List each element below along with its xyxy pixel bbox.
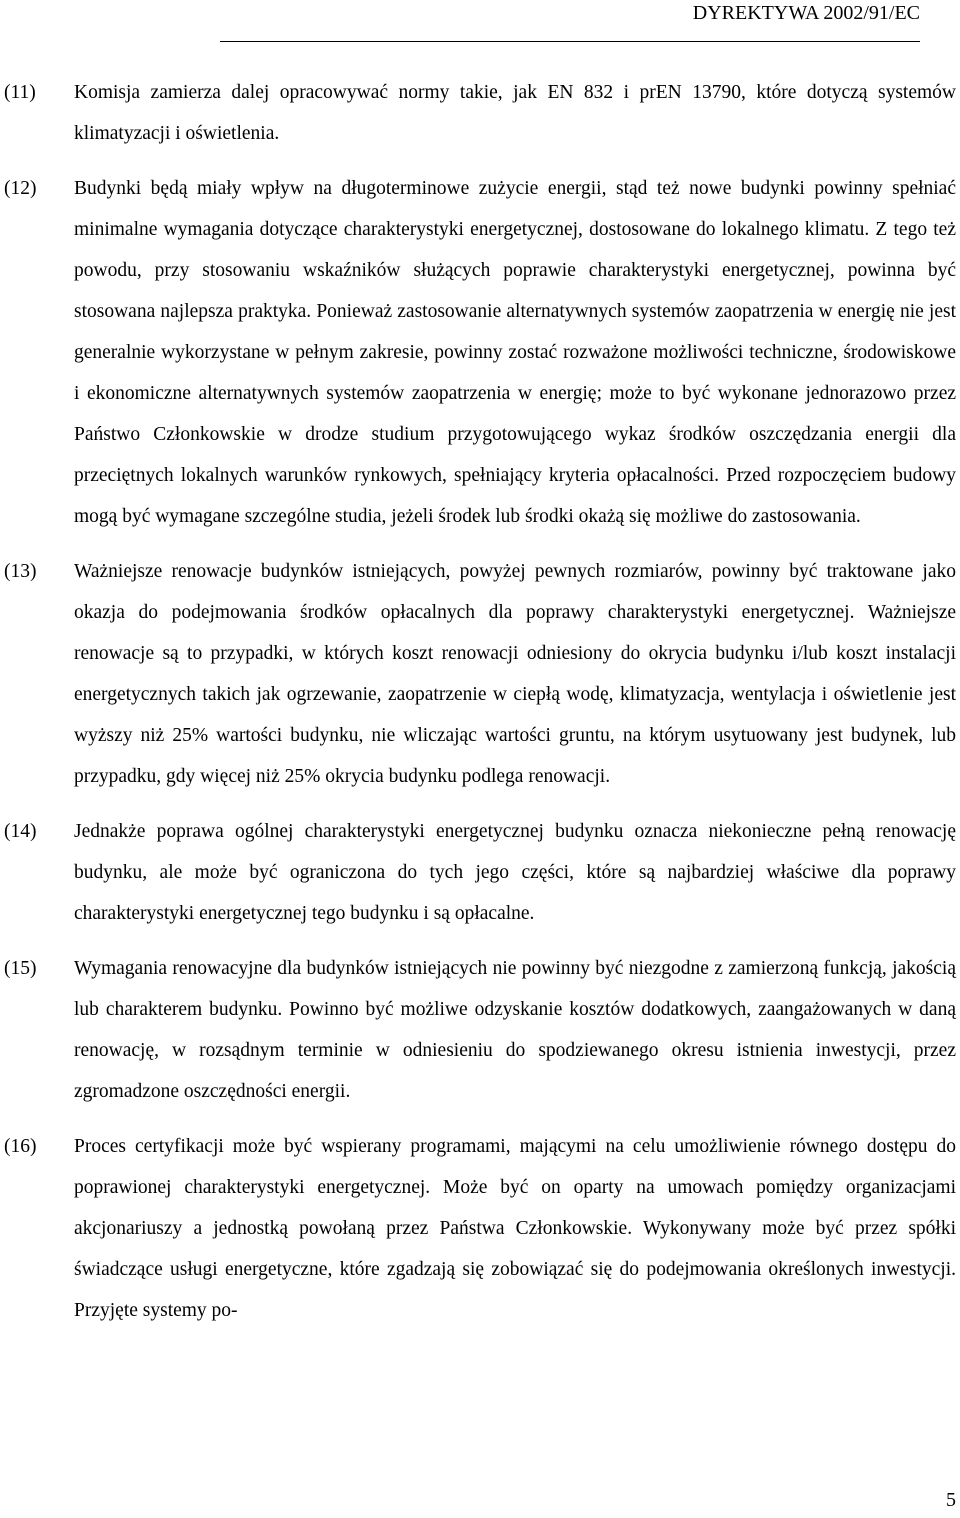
paragraph-text: Wymagania renowacyjne dla budynków istniejących nie powinny być niezgodne z zamierzoną funkcją, jakością lub charakterem budynku. Powinno być możliwe odzyskanie kosztów dodatkowych, zaangażowanych w daną renowację, w rozsądnym terminie w odniesieniu do spodziewanego okresu istnienia inwestycji, przez zgromadzone oszczędności energii.	[74, 958, 956, 1102]
paragraph-number: (11)	[4, 82, 36, 103]
paragraph-number: (15)	[4, 958, 37, 979]
paragraph-number: (16)	[4, 1136, 37, 1157]
paragraph-text: Proces certyfikacji może być wspierany programami, mającymi na celu umożliwienie równego dostępu do poprawionej charakterystyki energetycznej. Może być on oparty na umowach pomiędzy organizacjami akcjonariuszy a jednostką powołaną przez Państwa Członkowskie. Wykonywany może być przez spółki świadczące usługi energetyczne, które zgadzają się zobowiązać się do podejmowania określonych inwestycji. Przyjęte systemy po-	[74, 1136, 956, 1321]
paragraph-text: Budynki będą miały wpływ na długoterminowe zużycie energii, stąd też nowe budynki powinny spełniać minimalne wymagania dotyczące charakterystyki energetycznej, dostosowane do lokalnego klimatu. Z tego też powodu, przy stosowaniu wskaźników służących poprawie charakterystyki energetycznej, powinna być stosowana najlepsza praktyka. Ponieważ zastosowanie alternatywnych systemów zaopatrzenia w energię nie jest generalnie wykorzystane w pełnym zakresie, powinny zostać rozważone możliwości techniczne, środowiskowe i ekonomiczne alternatywnych systemów zaopatrzenia w energię; może to być wykonane jednorazowo przez Państwo Członkowskie w drodze studium przygotowującego wykaz środków oszczędzania energii dla przeciętnych lokalnych warunków rynkowych, spełniający kryteria opłacalności. Przed rozpoczęciem budowy mogą być wymagane szczególne studia, jeżeli środek lub środki okażą się możliwe do zastosowania.	[74, 178, 956, 527]
paragraph-text: Jednakże poprawa ogólnej charakterystyki energetycznej budynku oznacza niekonieczne pełną renowację budynku, ale może być ograniczona do tych jego części, które są najbardziej właściwe dla poprawy charakterystyki energetycznej tego budynku i są opłacalne.	[74, 821, 956, 924]
running-header	[220, 0, 920, 42]
paragraph-number: (13)	[4, 561, 37, 582]
paragraph-15	[4, 948, 956, 1112]
paragraph-number: (14)	[4, 821, 37, 842]
paragraph-number: (12)	[4, 178, 37, 199]
paragraph-text: Ważniejsze renowacje budynków istniejących, powyżej pewnych rozmiarów, powinny być traktowane jako okazja do podejmowania środków opłacalnych dla poprawy charakterystyki energetycznej. Ważniejsze renowacje są to przypadki, w których koszt renowacji odniesiony do okrycia budynku i/lub koszt instalacji energetycznych takich jak ogrzewanie, zaopatrzenie w ciepłą wodę, klimatyzacja, wentylacja i oświetlenie jest wyższy niż 25% wartości budynku, nie wliczając wartości gruntu, na którym usytuowany jest budynek, lub przypadku, gdy więcej niż 25% okrycia budynku podlega renowacji.	[74, 561, 956, 787]
document-title: DYREKTYWA 2002/91/EC	[692, 2, 920, 24]
paragraph-14	[4, 811, 956, 934]
paragraph-11	[4, 72, 956, 154]
page-number: 5	[946, 1489, 956, 1511]
paragraph-13	[4, 551, 956, 797]
paragraph-text: Komisja zamierza dalej opracowywać normy takie, jak EN 832 i prEN 13790, które dotyczą systemów klimatyzacji i oświetlenia.	[74, 82, 956, 144]
paragraph-16	[4, 1126, 956, 1331]
paragraph-12	[4, 168, 956, 537]
document-body	[4, 72, 956, 1345]
